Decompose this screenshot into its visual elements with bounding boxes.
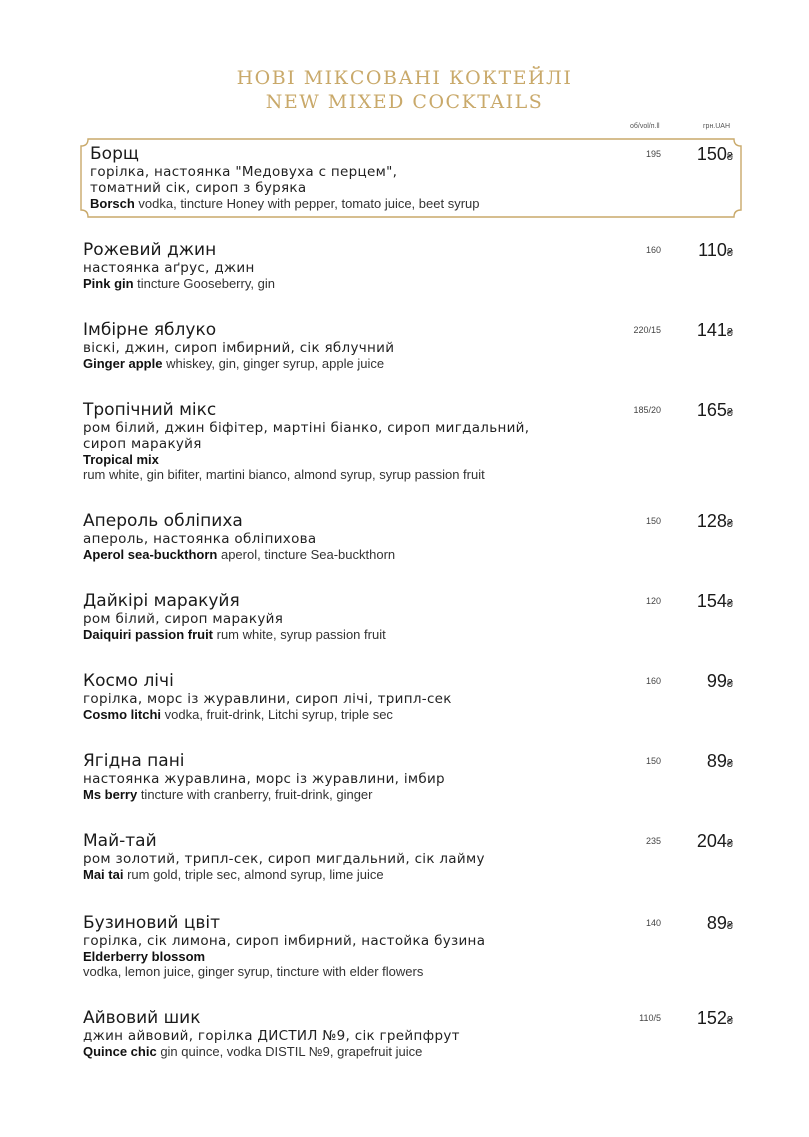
item-description-en bbox=[90, 196, 750, 211]
item-description-en bbox=[83, 547, 743, 562]
currency-symbol: ₴ bbox=[726, 407, 733, 419]
item-ingredients-en: vodka, tincture Honey with pepper, tomato juice, beet syrup bbox=[134, 196, 480, 211]
item-volume: 160 bbox=[645, 245, 661, 255]
item-ingredients-ua: апероль, настоянка обліпихова bbox=[83, 531, 317, 547]
price-value: 89 bbox=[706, 751, 727, 771]
item-ingredients-ua: горілка, морс із журавлини, сироп лічі, трипл-сек bbox=[83, 691, 452, 707]
item-price bbox=[673, 511, 733, 532]
column-header-price: грн.UAH bbox=[703, 123, 731, 130]
menu-item bbox=[83, 591, 743, 642]
price-value: 89 bbox=[706, 913, 727, 933]
item-ingredients-ua: настоянка журавлина, морс із журавлини, імбир bbox=[83, 771, 445, 787]
currency-symbol: ₴ bbox=[726, 327, 733, 339]
menu-item bbox=[83, 240, 743, 291]
item-description-en bbox=[83, 1044, 743, 1059]
item-name-en: Borsch bbox=[90, 196, 135, 211]
item-name-en: Cosmo litchi bbox=[83, 707, 162, 722]
title-english: NEW MIXED COCKTAILS bbox=[265, 91, 544, 113]
item-ingredients-ua: ром золотий, трипл-сек, сироп мигдальний, сік лайму bbox=[83, 851, 485, 867]
currency-symbol: ₴ bbox=[726, 838, 733, 850]
item-name: Імбірне яблуко bbox=[83, 320, 217, 340]
item-price bbox=[673, 320, 733, 341]
price-value: 141 bbox=[696, 320, 727, 340]
item-description-en bbox=[83, 707, 743, 722]
item-name-en: Aperol sea-buckthorn bbox=[83, 547, 218, 562]
price-value: 154 bbox=[696, 591, 727, 611]
item-name-en: Ginger apple bbox=[83, 356, 163, 371]
menu-item bbox=[83, 511, 743, 562]
item-ingredients-ua: ром білий, джин біфітер, мартіні біанко, сироп мигдальний, bbox=[83, 420, 530, 436]
menu-item bbox=[83, 320, 743, 371]
item-price bbox=[673, 671, 733, 692]
item-volume: 195 bbox=[645, 149, 661, 159]
item-description-en bbox=[83, 452, 743, 467]
item-ingredients-ua: горілка, сік лимона, сироп імбирний, настойка бузина bbox=[83, 933, 486, 949]
item-price bbox=[673, 751, 733, 772]
menu-item bbox=[83, 671, 743, 722]
item-description-en bbox=[83, 627, 743, 642]
item-price bbox=[673, 591, 733, 612]
item-name-en: Tropical mix bbox=[83, 452, 159, 467]
item-volume: 120 bbox=[645, 596, 661, 606]
item-price bbox=[673, 144, 733, 165]
title-ukrainian: НОВІ МІКСОВАНІ КОКТЕЙЛІ bbox=[236, 67, 573, 89]
item-name: Космо лічі bbox=[83, 671, 174, 691]
item-description-en bbox=[83, 949, 743, 964]
currency-symbol: ₴ bbox=[726, 518, 733, 530]
currency-symbol: ₴ bbox=[726, 1015, 733, 1027]
item-volume: 150 bbox=[645, 756, 661, 766]
item-ingredients-en: vodka, fruit-drink, Litchi syrup, triple sec bbox=[161, 707, 393, 722]
item-ingredients-en: whiskey, gin, ginger syrup, apple juice bbox=[162, 356, 385, 371]
item-name-en: Pink gin bbox=[83, 276, 134, 291]
menu-item bbox=[83, 831, 743, 882]
item-description-en bbox=[83, 276, 743, 291]
price-value: 165 bbox=[696, 400, 727, 420]
item-description-en bbox=[83, 867, 743, 882]
item-name-en: Daiquiri passion fruit bbox=[83, 627, 214, 642]
price-value: 204 bbox=[696, 831, 727, 851]
menu-item bbox=[83, 400, 743, 482]
price-value: 110 bbox=[698, 240, 727, 260]
item-ingredients-ua: томатний сік, сироп з буряка bbox=[90, 180, 307, 196]
item-ingredients-en: tincture with cranberry, fruit-drink, ginger bbox=[137, 787, 373, 802]
item-name: Бузиновий цвіт bbox=[83, 913, 221, 933]
menu-item bbox=[83, 1008, 743, 1059]
item-volume: 185/20 bbox=[633, 405, 661, 415]
item-volume: 150 bbox=[645, 516, 661, 526]
item-ingredients-en: rum gold, triple sec, almond syrup, lime juice bbox=[123, 867, 384, 882]
item-ingredients-ua: настоянка аґрус, джин bbox=[83, 260, 255, 276]
item-name: Айвовий шик bbox=[83, 1008, 201, 1028]
item-name: Май-тай bbox=[83, 831, 157, 851]
item-volume: 220/15 bbox=[633, 325, 661, 335]
item-name: Апероль обліпиха bbox=[83, 511, 243, 531]
item-volume: 110/5 bbox=[639, 1013, 661, 1023]
item-name: Ягідна пані bbox=[83, 751, 185, 771]
item-description-en bbox=[83, 787, 743, 802]
menu-item bbox=[90, 144, 750, 211]
price-value: 99 bbox=[706, 671, 727, 691]
currency-symbol: ₴ bbox=[726, 758, 733, 770]
currency-symbol: ₴ bbox=[726, 598, 733, 610]
column-header-volume: об/vol/п.ll bbox=[630, 123, 660, 130]
item-volume: 235 bbox=[645, 836, 661, 846]
item-name-en: Elderberry blossom bbox=[83, 949, 206, 964]
price-value: 152 bbox=[696, 1008, 727, 1028]
item-name-en: Mai tai bbox=[83, 867, 124, 882]
item-name-en: Ms berry bbox=[83, 787, 138, 802]
item-ingredients-ua: сироп маракуйя bbox=[83, 436, 202, 452]
item-name: Борщ bbox=[90, 144, 139, 164]
currency-symbol: ₴ bbox=[726, 678, 733, 690]
item-ingredients-en: gin quince, vodka DISTIL №9, grapefruit juice bbox=[156, 1044, 423, 1059]
currency-symbol: ₴ bbox=[726, 920, 733, 932]
item-price bbox=[673, 913, 733, 934]
item-ingredients-en: vodka, lemon juice, ginger syrup, tincture with elder flowers bbox=[83, 964, 424, 979]
item-price bbox=[673, 831, 733, 852]
item-ingredients-en: rum white, syrup passion fruit bbox=[213, 627, 386, 642]
item-name: Рожевий джин bbox=[83, 240, 217, 260]
item-price bbox=[673, 240, 733, 261]
price-value: 128 bbox=[696, 511, 727, 531]
menu-item bbox=[83, 913, 743, 979]
currency-symbol: ₴ bbox=[726, 151, 733, 163]
menu-item bbox=[83, 751, 743, 802]
item-ingredients-ua: ром білий, сироп маракуйя bbox=[83, 611, 284, 627]
item-price bbox=[673, 400, 733, 421]
item-description-en bbox=[83, 356, 743, 371]
price-value: 150 bbox=[696, 144, 727, 164]
item-volume: 140 bbox=[645, 918, 661, 928]
item-volume: 160 bbox=[645, 676, 661, 686]
item-ingredients-en: rum white, gin bifiter, martini bianco, almond syrup, syrup passion fruit bbox=[83, 467, 485, 482]
item-ingredients-en: aperol, tincture Sea-buckthorn bbox=[217, 547, 396, 562]
item-ingredients-ua: віскі, джин, сироп імбирний, сік яблучний bbox=[83, 340, 395, 356]
item-ingredients-ua: горілка, настоянка "Медовуха с перцем", bbox=[90, 164, 398, 180]
currency-symbol: ₴ bbox=[726, 247, 733, 259]
item-name: Дайкірі маракуйя bbox=[83, 591, 240, 611]
item-ingredients-en: tincture Gooseberry, gin bbox=[133, 276, 275, 291]
item-ingredients-ua: джин айвовий, горілка ДИСТИЛ №9, сік грейпфрут bbox=[83, 1028, 460, 1044]
item-name: Тропічний мікс bbox=[83, 400, 217, 420]
item-price bbox=[673, 1008, 733, 1029]
item-name-en: Quince chic bbox=[83, 1044, 157, 1059]
